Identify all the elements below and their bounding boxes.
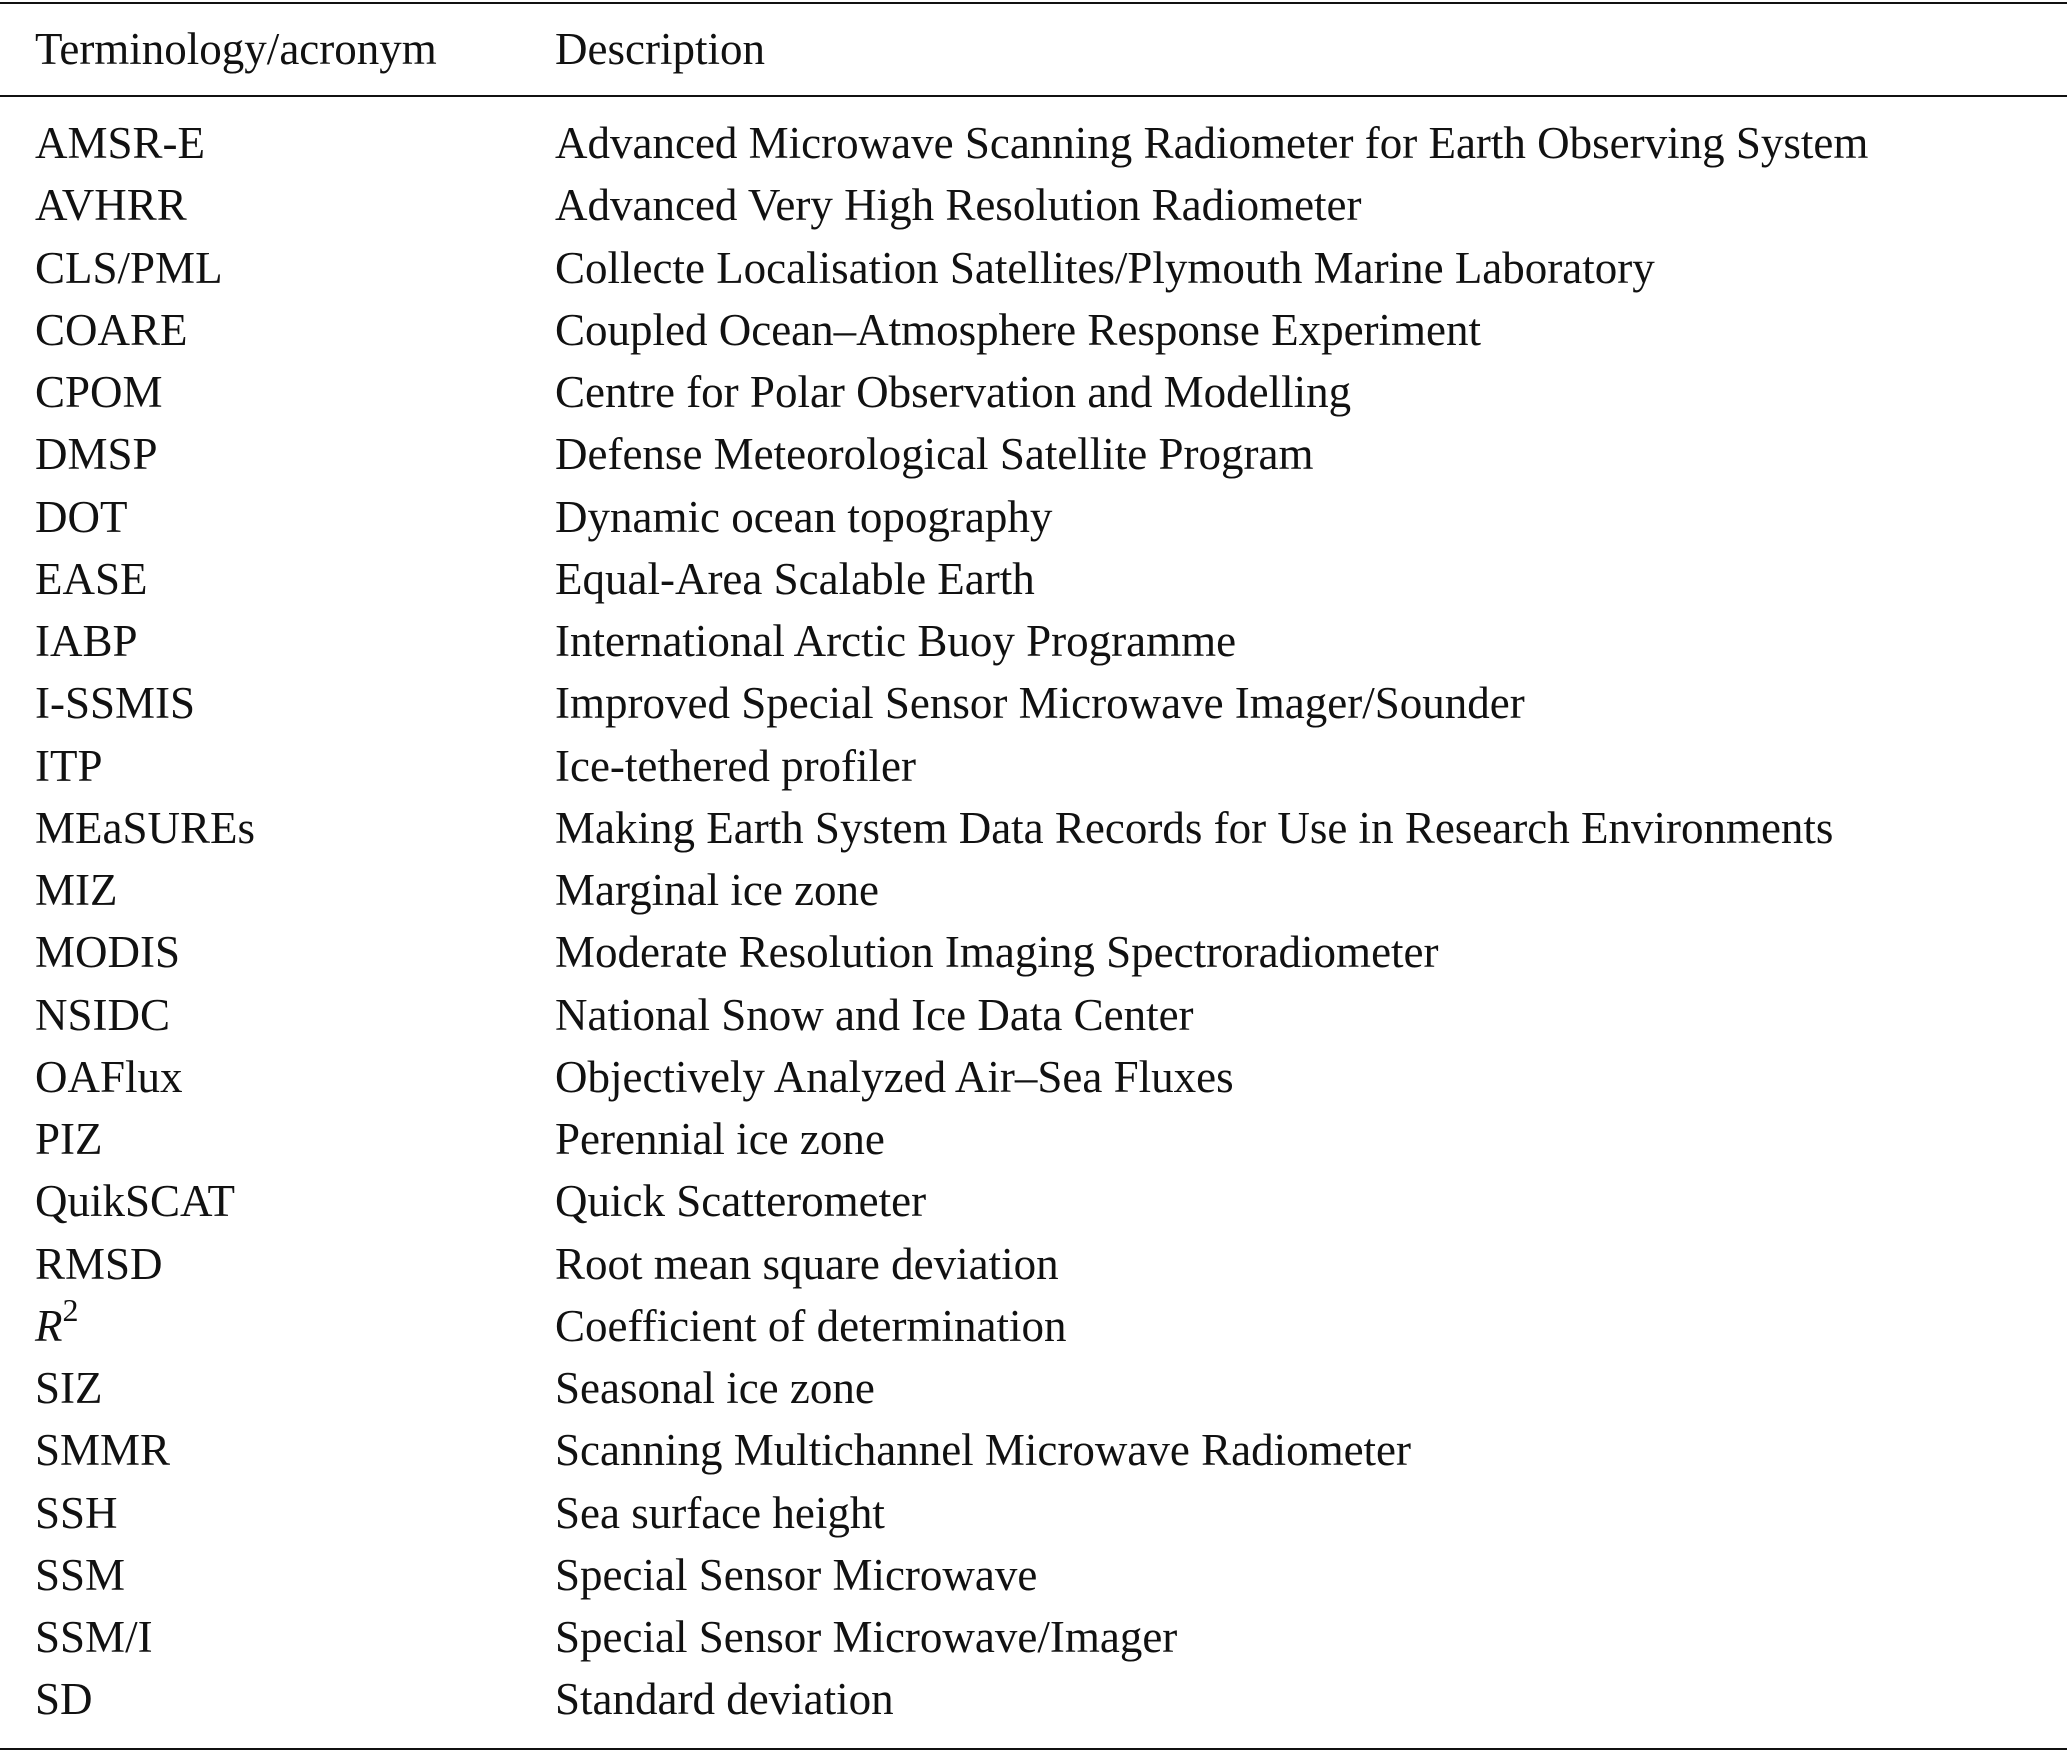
table-row [0,1233,2067,1295]
description-cell: Coefficient of determination [555,1300,1067,1351]
description-cell: Defense Meteorological Satellite Program [555,429,1314,480]
table-row [0,859,2067,921]
table-header-row [0,18,2067,80]
description-cell: Sea surface height [555,1487,885,1538]
term-cell: MIZ [35,865,118,915]
table-row [0,299,2067,361]
table-row [0,610,2067,672]
description-cell: Centre for Polar Observation and Modelling [555,367,1352,417]
table-row [0,1046,2067,1108]
table-row [0,486,2067,548]
term-cell: SD [35,1674,93,1725]
table-row [0,1357,2067,1419]
term-cell: MEaSUREs [35,802,256,853]
term-symbol: R [35,1300,63,1351]
description-cell: Advanced Microwave Scanning Radiometer for Earth Observing System [555,118,1869,168]
term-cell: OAFlux [35,1051,183,1102]
description-cell: Quick Scatterometer [555,1176,927,1227]
table-top-rule [0,2,2067,4]
table-row [0,921,2067,983]
table-row [0,1291,2067,1357]
header-term: Terminology/acronym [35,24,437,74]
table-header-rule [0,95,2067,97]
term-cell: SSM/I [35,1612,153,1662]
description-cell: International Arctic Buoy Programme [555,616,1237,666]
term-cell: DOT [35,491,128,542]
description-cell: Making Earth System Data Records for Use in Research Environments [555,802,1834,853]
table-row [0,237,2067,299]
description-cell: Standard deviation [555,1674,894,1725]
description-cell: Ice-tethered profiler [555,740,917,791]
term-cell: IABP [35,616,138,666]
description-cell: Root mean square deviation [555,1238,1059,1289]
term-cell: I-SSMIS [35,678,196,729]
term-cell: SSH [35,1487,118,1538]
description-cell: Perennial ice zone [555,1114,885,1164]
term-cell [35,1291,79,1357]
table-row [0,112,2067,174]
table-row [0,1482,2067,1544]
term-cell: COARE [35,304,188,355]
description-cell: Special Sensor Microwave [555,1549,1038,1600]
header-description: Description [555,24,765,74]
table-row [0,1108,2067,1170]
table-row [0,797,2067,859]
description-cell: Seasonal ice zone [555,1363,875,1413]
table-row [0,1419,2067,1481]
term-cell: PIZ [35,1114,103,1164]
description-cell: Special Sensor Microwave/Imager [555,1612,1178,1662]
table-row [0,174,2067,236]
description-cell: National Snow and Ice Data Center [555,989,1194,1040]
description-cell: Coupled Ocean–Atmosphere Response Experiment [555,304,1482,355]
term-cell: CLS/PML [35,242,223,293]
table-bottom-rule [0,1748,2067,1750]
term-cell: CPOM [35,367,163,417]
description-cell: Equal-Area Scalable Earth [555,553,1035,604]
term-cell: SMMR [35,1425,171,1476]
description-cell: Dynamic ocean topography [555,491,1053,542]
term-cell: RMSD [35,1238,163,1289]
table-row [0,1606,2067,1668]
term-cell: SIZ [35,1363,103,1413]
table-row [0,361,2067,423]
term-cell: AVHRR [35,180,187,231]
description-cell: Scanning Multichannel Microwave Radiometer [555,1425,1412,1476]
table-row [0,1170,2067,1232]
description-cell: Objectively Analyzed Air–Sea Fluxes [555,1051,1234,1102]
description-cell: Improved Special Sensor Microwave Imager/Sounder [555,678,1525,729]
table-row [0,1544,2067,1606]
term-cell: EASE [35,553,148,604]
table-row [0,548,2067,610]
term-superscript: 2 [62,1291,79,1328]
description-cell: Moderate Resolution Imaging Spectroradiometer [555,927,1439,978]
description-cell: Marginal ice zone [555,865,880,915]
table-row [0,984,2067,1046]
term-cell: QuikSCAT [35,1176,236,1227]
table-row [0,735,2067,797]
table-row [0,1668,2067,1730]
term-cell: DMSP [35,429,158,480]
description-cell: Advanced Very High Resolution Radiometer [555,180,1362,231]
table-row [0,672,2067,734]
term-cell: NSIDC [35,989,171,1040]
table-row [0,423,2067,485]
term-cell: AMSR-E [35,118,206,168]
description-cell: Collecte Localisation Satellites/Plymouth Marine Laboratory [555,242,1655,293]
term-cell: SSM [35,1549,126,1600]
term-cell: MODIS [35,927,181,978]
term-cell: ITP [35,740,103,791]
